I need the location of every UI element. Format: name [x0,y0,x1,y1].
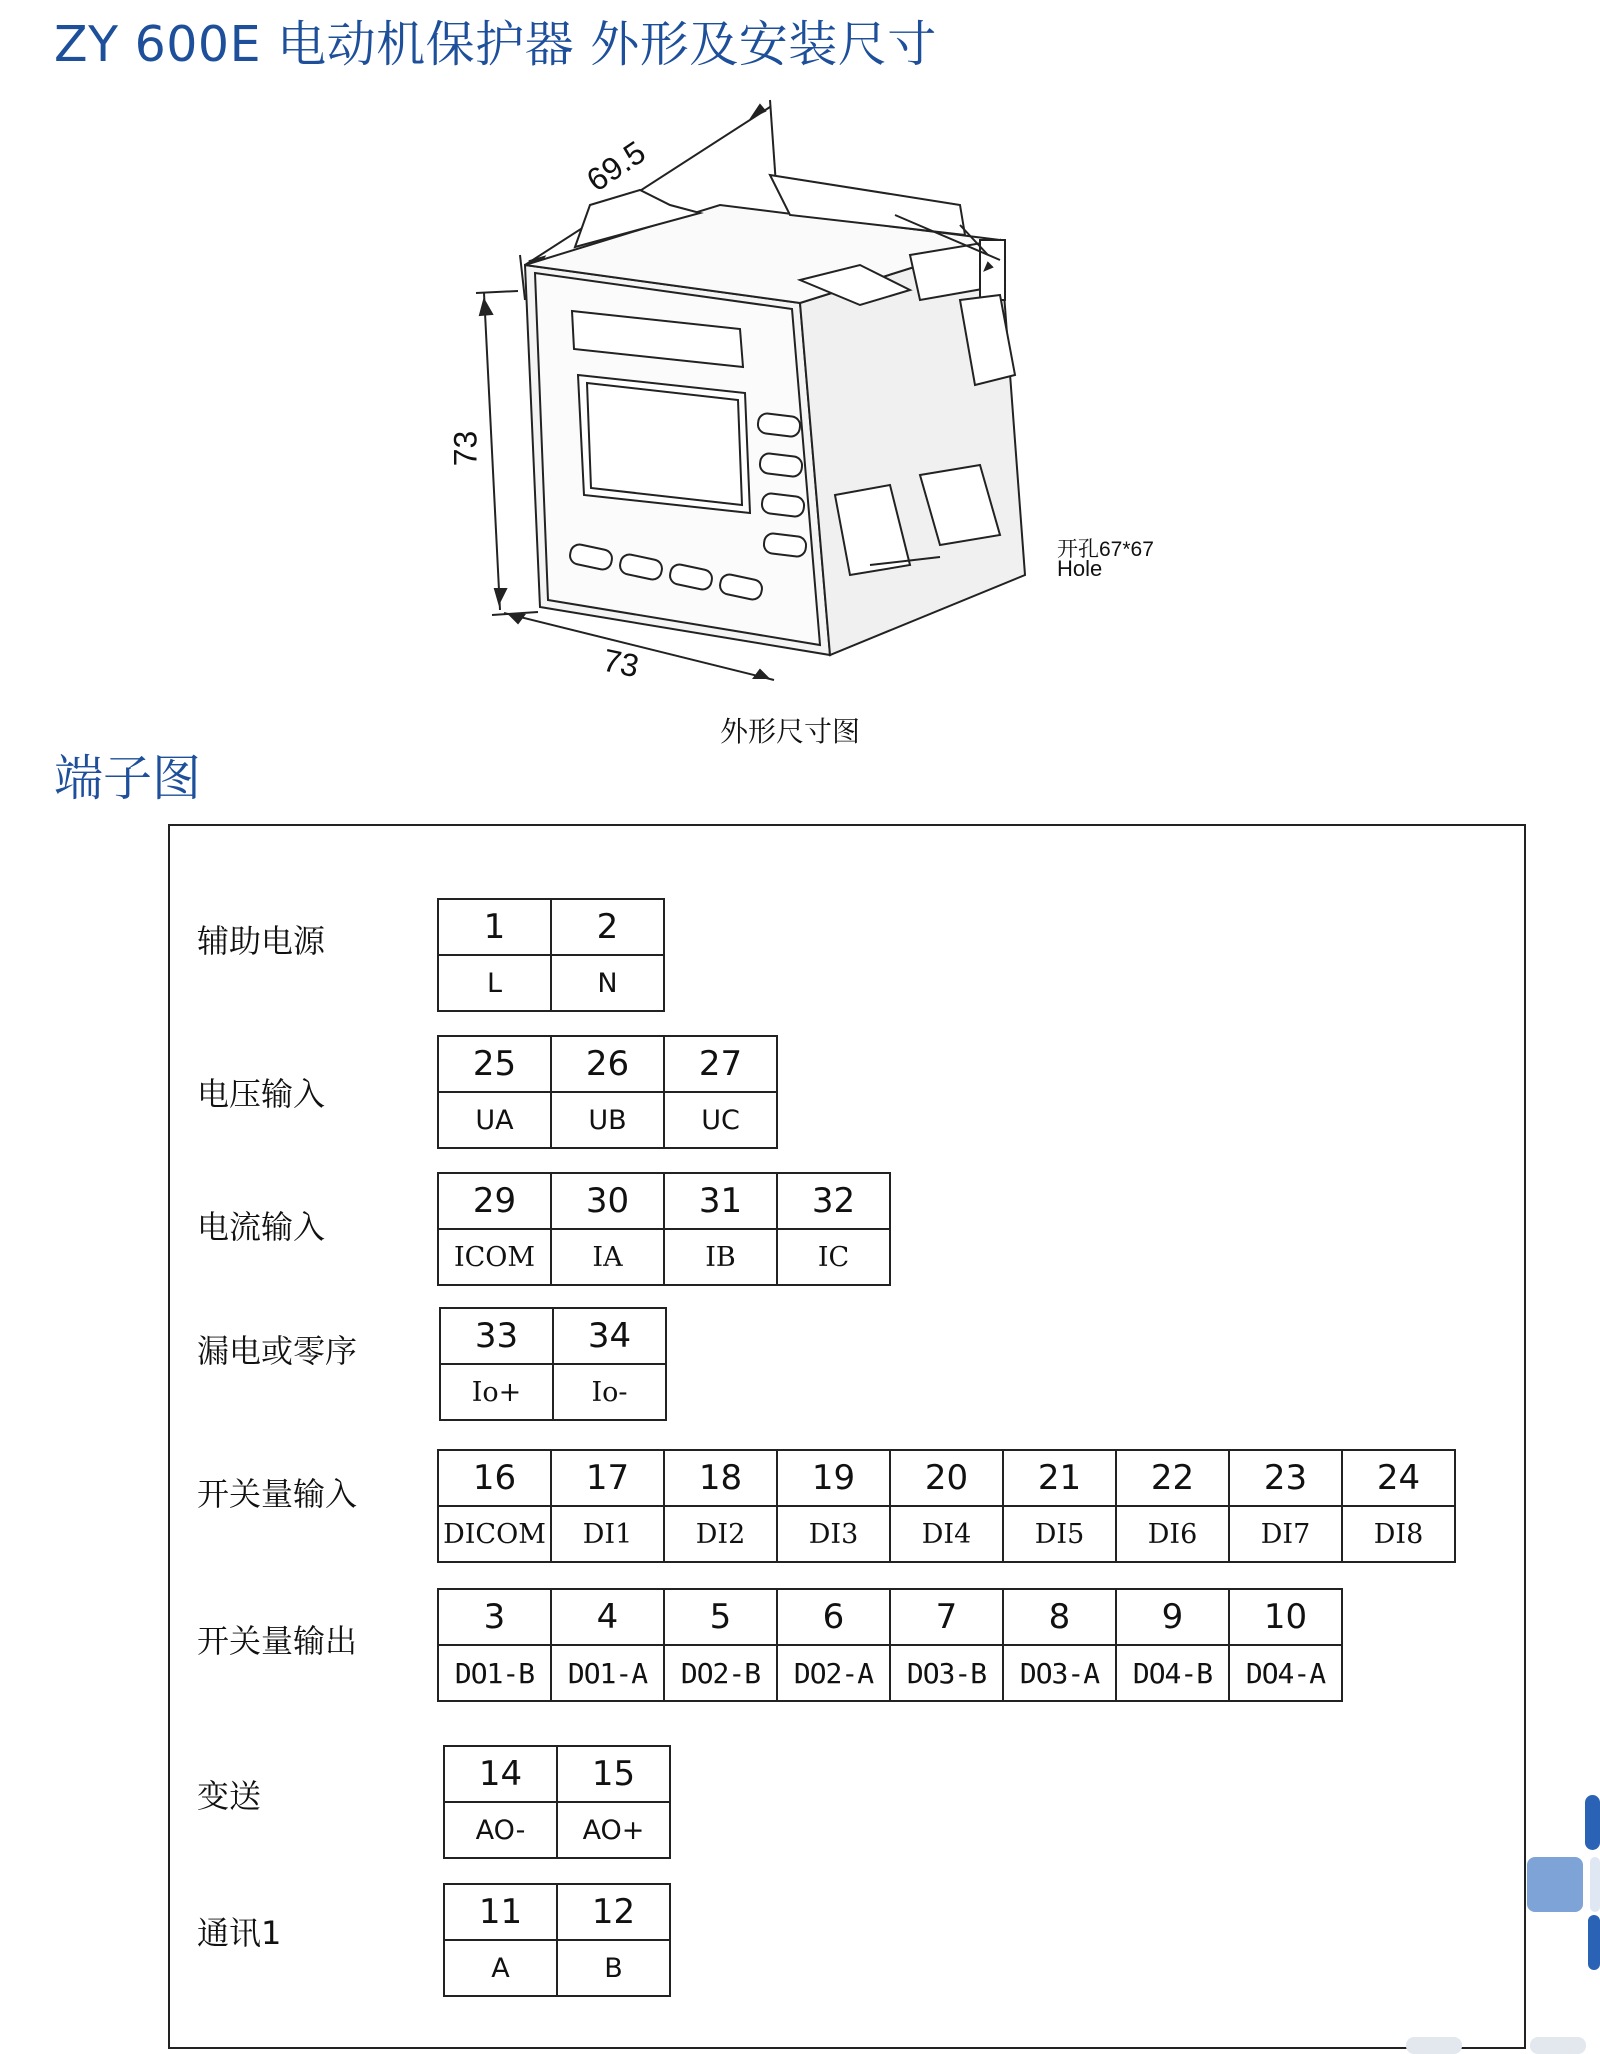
terminal-number: 14 [444,1746,557,1802]
terminal-number: 9 [1116,1589,1229,1645]
terminal-signal: DI3 [777,1506,890,1562]
terminal-number: 30 [551,1173,664,1229]
terminal-number: 4 [551,1589,664,1645]
terminal-signal: DO4-A [1229,1645,1342,1701]
terminal-number: 12 [557,1884,670,1940]
terminal-table-digital-output [437,1588,1343,1702]
group-label-digital-input: 开关量输入 [197,1475,358,1513]
terminal-table-transmitter [443,1745,671,1859]
terminal-diagram-frame [168,824,1526,2049]
drawing-caption: 外形尺寸图 [720,715,861,748]
terminal-signal: DO3-A [1003,1645,1116,1701]
terminal-number: 18 [664,1450,777,1506]
terminal-number: 27 [664,1036,777,1092]
terminal-number: 22 [1116,1450,1229,1506]
terminal-signal: DI5 [1003,1506,1116,1562]
terminal-table-voltage-input [437,1035,778,1149]
terminal-signal: L [438,955,551,1011]
section-title: 端子图 [54,750,202,807]
terminal-number: 33 [440,1308,553,1364]
terminal-number: 1 [438,899,551,955]
terminal-number: 19 [777,1450,890,1506]
terminal-signal: A [444,1940,557,1996]
terminal-number: 17 [551,1450,664,1506]
group-label-aux-power: 辅助电源 [197,922,326,960]
terminal-number: 29 [438,1173,551,1229]
terminal-number: 8 [1003,1589,1116,1645]
group-label-leakage: 漏电或零序 [197,1332,358,1370]
terminal-signal: DO4-B [1116,1645,1229,1701]
hole-label-en: Hole [1057,556,1103,581]
group-label-transmitter: 变送 [197,1777,262,1815]
terminal-signal: UC [664,1092,777,1148]
terminal-signal: DO1-B [438,1645,551,1701]
terminal-signal: IA [551,1229,664,1285]
terminal-number: 2 [551,899,664,955]
terminal-signal: UA [438,1092,551,1148]
terminal-signal: DO1-A [551,1645,664,1701]
group-label-communication: 通讯1 [197,1914,282,1952]
terminal-number: 6 [777,1589,890,1645]
outline-drawing [440,95,1160,695]
terminal-number: 25 [438,1036,551,1092]
terminal-signal: DO2-B [664,1645,777,1701]
decorative-tile [1530,2037,1586,2054]
terminal-signal: IC [777,1229,890,1285]
terminal-signal: DI6 [1116,1506,1229,1562]
terminal-signal: DI8 [1342,1506,1455,1562]
terminal-number: 34 [553,1308,666,1364]
terminal-number: 21 [1003,1450,1116,1506]
terminal-number: 10 [1229,1589,1342,1645]
terminal-table-communication [443,1883,671,1997]
terminal-number: 26 [551,1036,664,1092]
terminal-number: 20 [890,1450,1003,1506]
terminal-signal: UB [551,1092,664,1148]
terminal-number: 23 [1229,1450,1342,1506]
group-label-current-input: 电流输入 [197,1208,326,1246]
decorative-tile [1588,1915,1600,1970]
terminal-signal: DI2 [664,1506,777,1562]
terminal-number: 24 [1342,1450,1455,1506]
terminal-signal: DO2-A [777,1645,890,1701]
terminal-table-aux-power [437,898,665,1012]
hole-label: 开孔67*67 [1057,538,1154,561]
terminal-signal: B [557,1940,670,1996]
terminal-signal: DI1 [551,1506,664,1562]
terminal-number: 11 [444,1884,557,1940]
terminal-signal: DI7 [1229,1506,1342,1562]
terminal-signal: AO+ [557,1802,670,1858]
terminal-signal: Io- [553,1364,666,1420]
group-label-voltage-input: 电压输入 [197,1075,326,1113]
group-label-digital-output: 开关量输出 [197,1622,358,1660]
terminal-table-leakage [439,1307,667,1421]
terminal-table-current-input [437,1172,891,1286]
decorative-tile [1585,1795,1600,1850]
terminal-signal: Io+ [440,1364,553,1420]
terminal-table-digital-input [437,1449,1456,1563]
terminal-signal: N [551,955,664,1011]
terminal-number: 16 [438,1450,551,1506]
decorative-tile [1590,1857,1600,1912]
terminal-number: 7 [890,1589,1003,1645]
dimension-height: 73 [447,430,484,467]
terminal-number: 3 [438,1589,551,1645]
decorative-tile [1527,1857,1583,1912]
terminal-signal: ICOM [438,1229,551,1285]
dimension-width-top: 69.5 [579,133,652,199]
terminal-number: 5 [664,1589,777,1645]
terminal-number: 32 [777,1173,890,1229]
terminal-signal: DICOM [438,1506,551,1562]
terminal-number: 31 [664,1173,777,1229]
terminal-signal: DO3-B [890,1645,1003,1701]
page-title: ZY 600E 电动机保护器 外形及安装尺寸 [54,16,937,73]
terminal-signal: IB [664,1229,777,1285]
terminal-number: 15 [557,1746,670,1802]
terminal-signal: DI4 [890,1506,1003,1562]
decorative-tile [1406,2037,1462,2054]
terminal-signal: AO- [444,1802,557,1858]
dimension-width-bottom: 73 [599,641,643,685]
